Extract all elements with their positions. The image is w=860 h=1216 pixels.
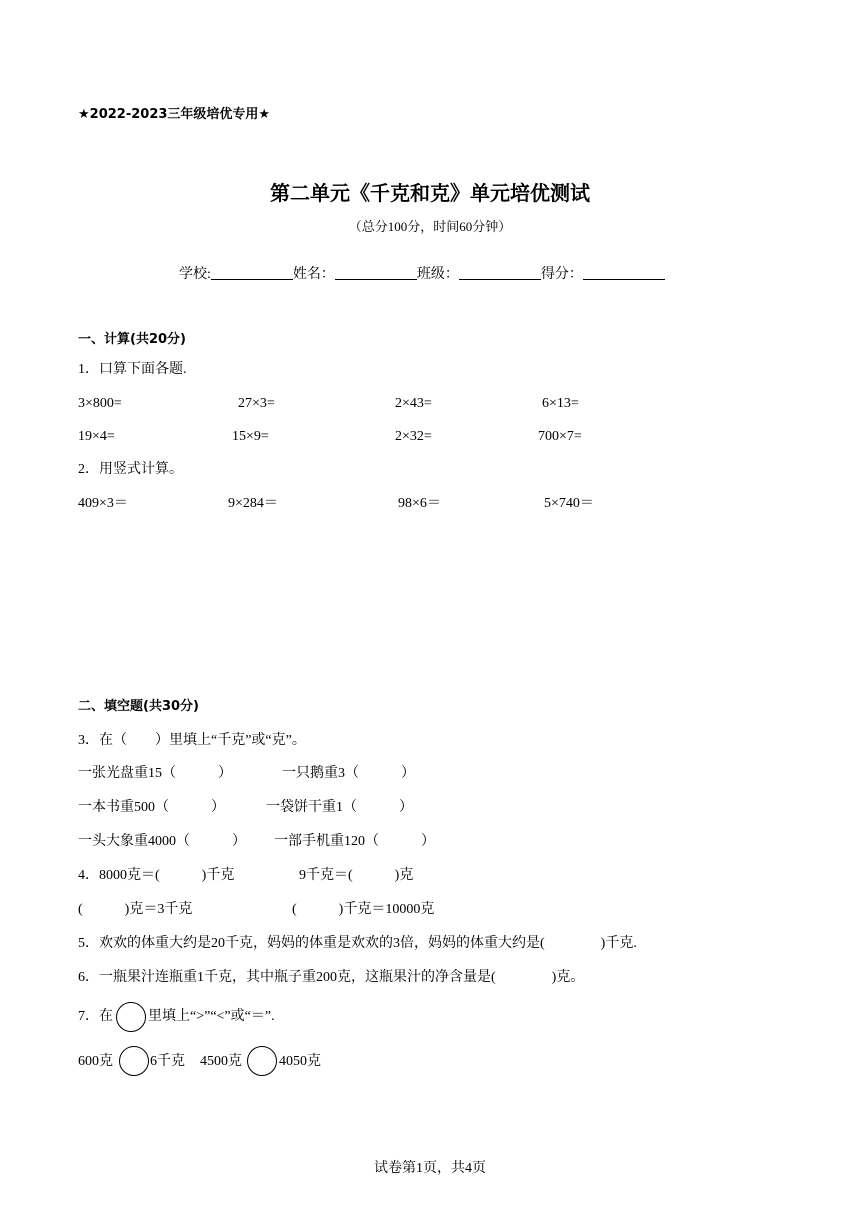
page-subtitle: （总分100分，时间60分钟） bbox=[348, 219, 512, 234]
q3-item: 一袋饼干重1（ ） bbox=[266, 800, 413, 815]
q3-item: 一本书重500（ ） bbox=[78, 800, 225, 815]
class-blank bbox=[459, 265, 541, 280]
q3-item: 一只鹅重3（ ） bbox=[282, 766, 415, 781]
compare-circle bbox=[247, 1046, 277, 1076]
question-4-item: 9千克＝( )克 bbox=[299, 868, 414, 883]
name-blank bbox=[335, 265, 417, 280]
section-heading-fill-blank: 二、填空题(共30分) bbox=[78, 699, 199, 714]
question-2-stem: 2．用竖式计算。 bbox=[78, 462, 183, 477]
q1-item: 19×4= bbox=[78, 429, 115, 444]
q1-item: 2×32= bbox=[395, 429, 432, 444]
question-5: 5．欢欢的体重大约是20千克，妈妈的体重是欢欢的3倍，妈妈的体重大约是( )千克. bbox=[78, 936, 637, 951]
page-footer: 试卷第1页，共4页 bbox=[374, 1161, 486, 1176]
q7-item-left: 600克 bbox=[78, 1054, 113, 1069]
compare-circle bbox=[116, 1002, 146, 1032]
q1-item: 700×7= bbox=[538, 429, 582, 444]
q2-item: 98×6＝ bbox=[398, 496, 441, 511]
school-label: 学校: bbox=[179, 267, 211, 282]
page-title: 第二单元《千克和克》单元培优测试 bbox=[270, 181, 590, 205]
q7-item-right: 4050克 bbox=[279, 1054, 321, 1069]
q1-item: 2×43= bbox=[395, 396, 432, 411]
q3-item: 一张光盘重15（ ） bbox=[78, 766, 232, 781]
score-label: 得分： bbox=[540, 267, 583, 282]
question-7-stem-before: 7．在 bbox=[78, 1009, 113, 1024]
question-6: 6．一瓶果汁连瓶重1千克，其中瓶子重200克，这瓶果汁的净含量是( )克。 bbox=[78, 970, 585, 985]
q7-item-right: 6千克 bbox=[150, 1054, 185, 1069]
compare-circle bbox=[119, 1046, 149, 1076]
q3-item: 一部手机重120（ ） bbox=[274, 834, 435, 849]
name-label: 姓名： bbox=[292, 267, 335, 282]
section-heading-calculation: 一、计算(共20分) bbox=[78, 332, 186, 347]
q3-item: 一头大象重4000（ ） bbox=[78, 834, 246, 849]
q1-item: 3×800= bbox=[78, 396, 122, 411]
q1-item: 6×13= bbox=[542, 396, 579, 411]
q2-item: 5×740＝ bbox=[544, 496, 594, 511]
class-label: 班级： bbox=[416, 267, 459, 282]
question-1-stem: 1．口算下面各题. bbox=[78, 362, 187, 377]
question-4-item: ( )克＝3千克 bbox=[78, 902, 193, 917]
score-blank bbox=[583, 265, 665, 280]
q1-item: 27×3= bbox=[238, 396, 275, 411]
question-7-stem-after: 里填上“>”“<”或“＝”. bbox=[148, 1009, 275, 1024]
q2-item: 9×284＝ bbox=[228, 496, 278, 511]
q2-item: 409×3＝ bbox=[78, 496, 128, 511]
q1-item: 15×9= bbox=[232, 429, 269, 444]
question-4-item: ( )千克＝10000克 bbox=[292, 902, 435, 917]
info-line bbox=[179, 265, 665, 282]
q7-item-left: 4500克 bbox=[200, 1054, 242, 1069]
banner-text: ★2022-2023三年级培优专用★ bbox=[78, 107, 271, 122]
school-blank bbox=[211, 265, 293, 280]
question-4-item: 4．8000克＝( )千克 bbox=[78, 868, 235, 883]
question-3-stem: 3．在（ ）里填上“千克”或“克”。 bbox=[78, 733, 306, 748]
